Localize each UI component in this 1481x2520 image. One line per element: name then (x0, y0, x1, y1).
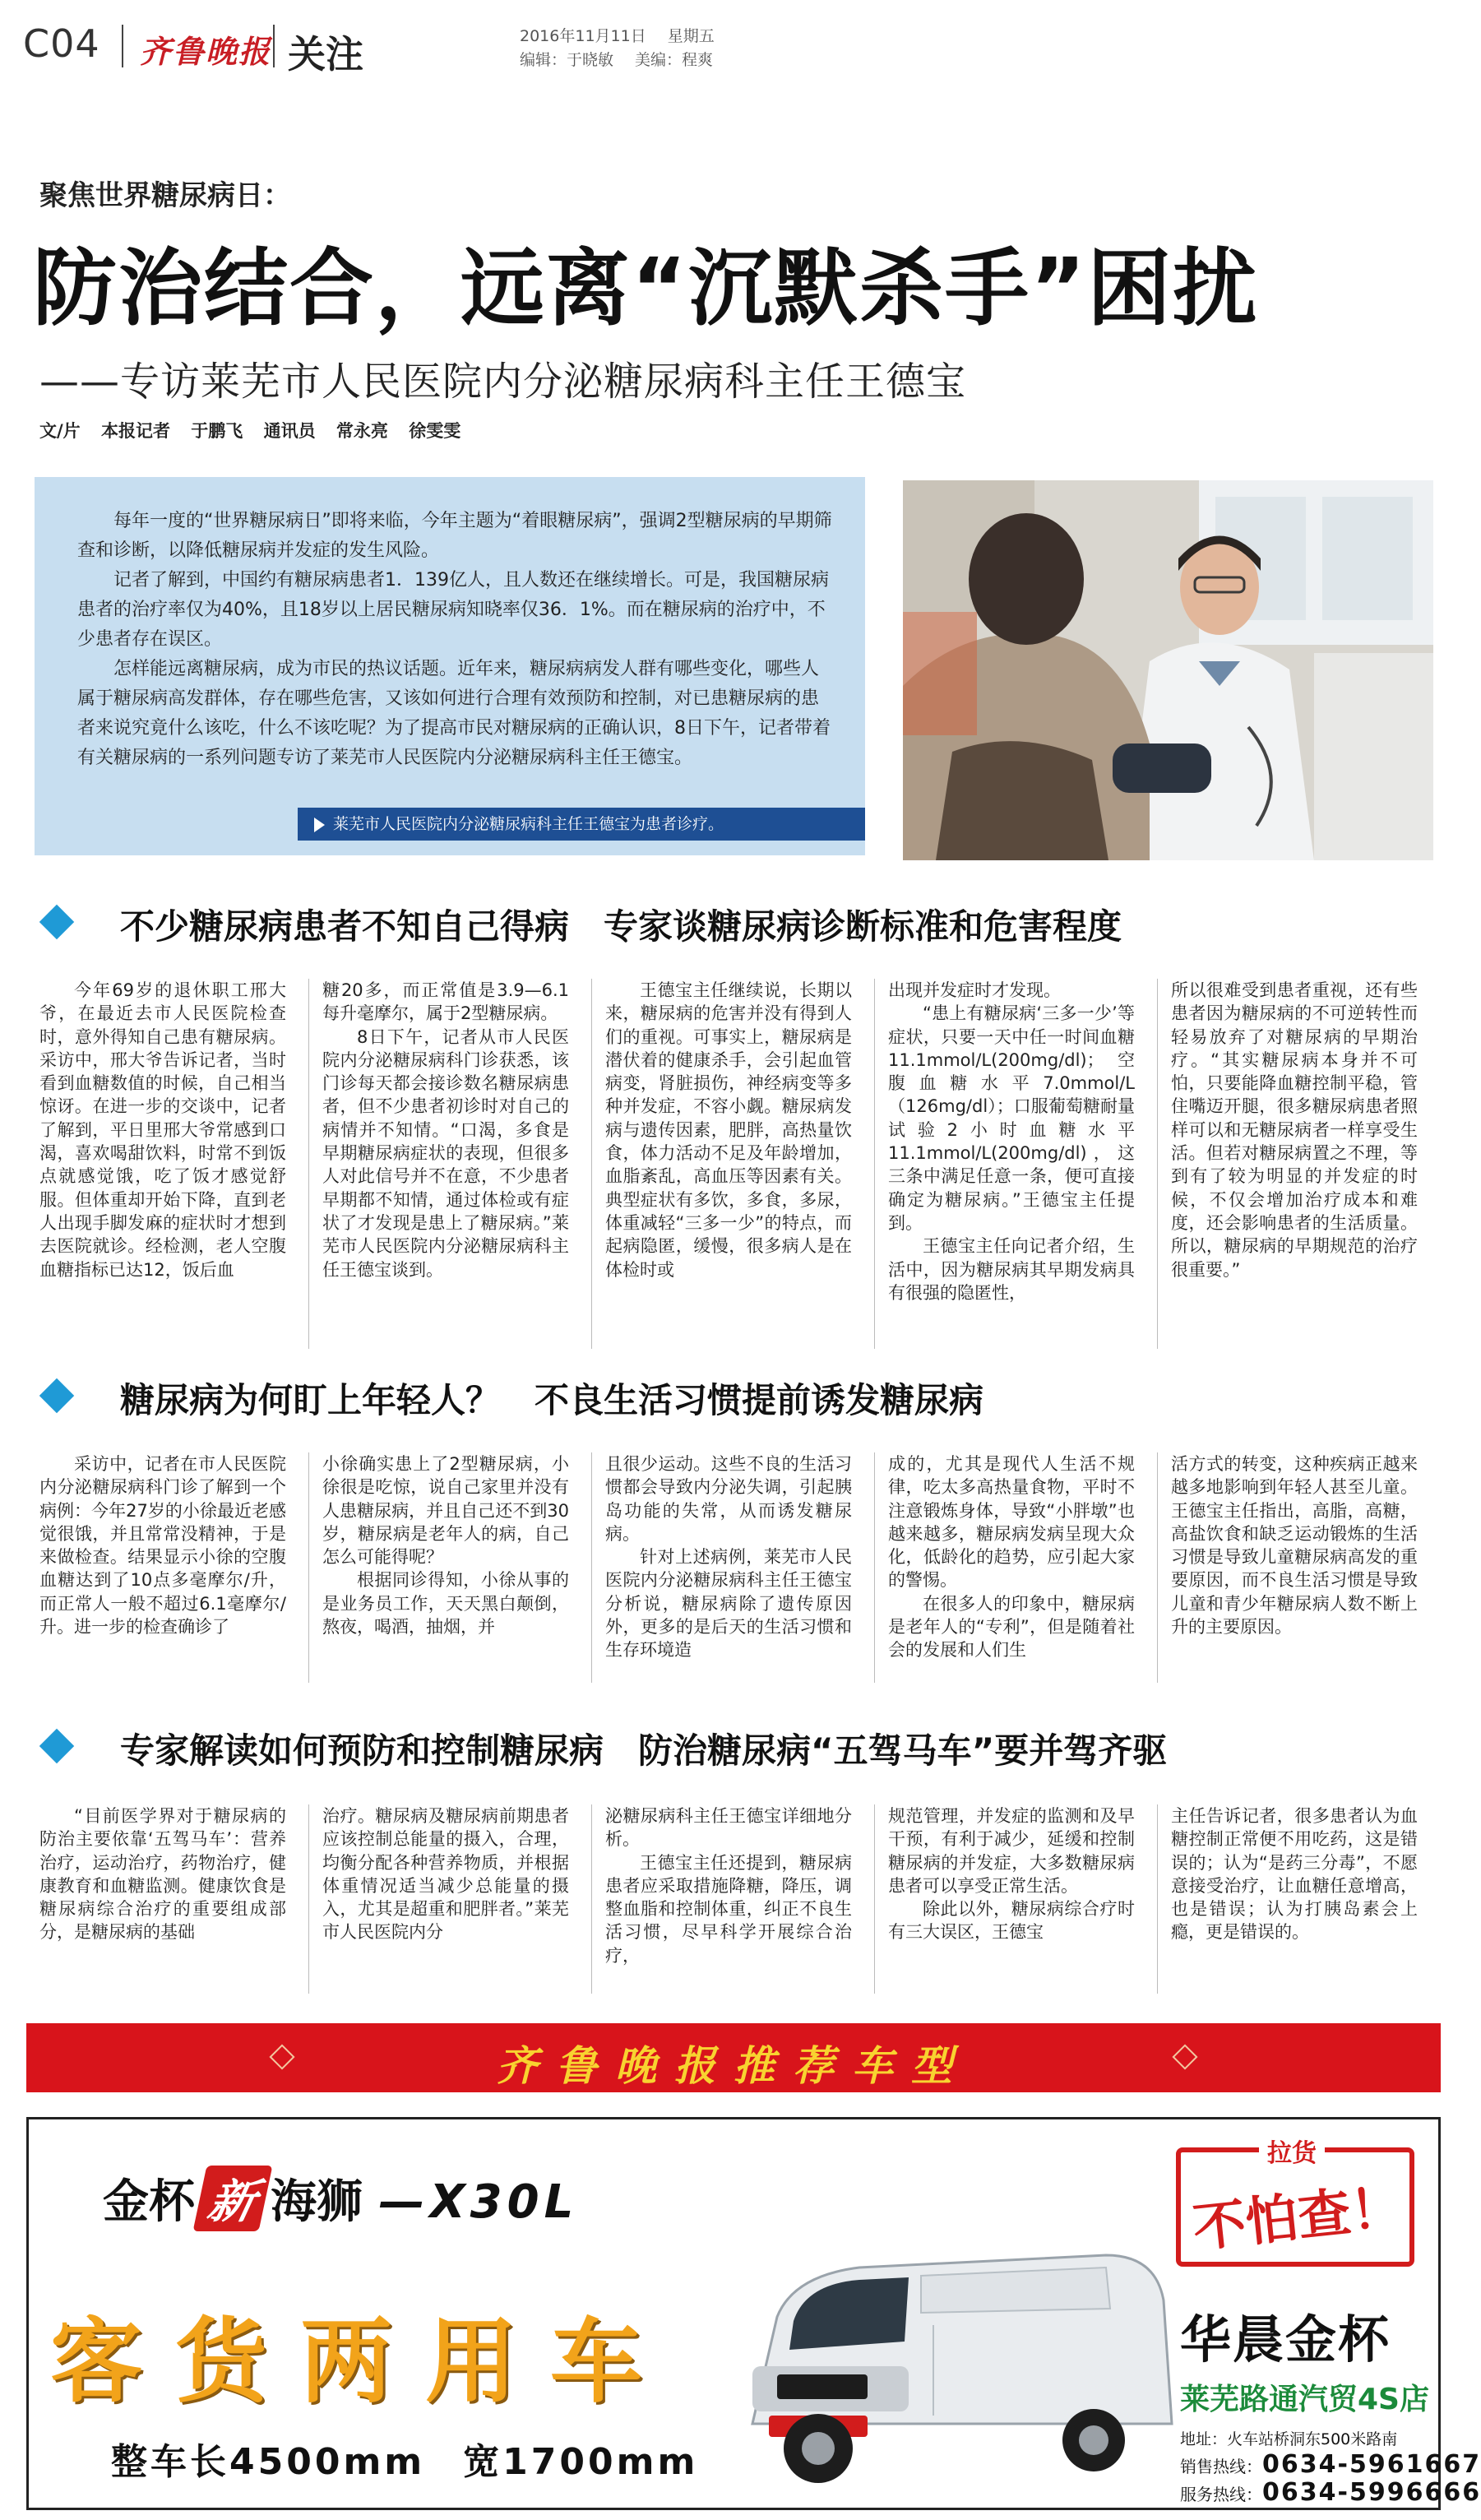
paragraph: 成的，尤其是现代人生活不规律，吃太多高热量食物，平时不注意锻炼身体，导致“小胖墩”也越来越多，糖尿病发病呈现大众化，低龄化的趋势，应引起大家的警惕。 (888, 1454, 1135, 1591)
divider (122, 25, 123, 67)
section-heading-2 (41, 1372, 1439, 1421)
paragraph: “患上有糖尿病‘三多一少’等症状，只要一天中任一时间血糖11.1mmol/L(200mg/dl)；空腹血糖水平7.0mmol/L（126mg/dl）；口服葡萄糖耐量试验2小时血糖水平11.1mmol/L(200mg/dl)，这三条中满足任意一条，便可直接确定为糖尿病。”王德宝主任提到。 (888, 1003, 1135, 1233)
headline: 防治结合，远离“沉默杀手”困扰 (33, 240, 1259, 338)
paragraph: 针对上述病例，莱芜市人民医院内分泌糖尿病科主任王德宝分析说，糖尿病除了遗传原因外，更多的是后天的生活习惯和生存环境造 (605, 1547, 852, 1661)
column-rule (591, 1452, 592, 1683)
section-3-column-4 (888, 1804, 1135, 1994)
ad-service-label: 服务热线： (1180, 2485, 1262, 2504)
page-number: C04 (23, 21, 100, 66)
designer-credit: 美编：程爽 (635, 51, 714, 69)
intro-paragraph: 怎样能远离糖尿病，成为市民的热议话题。近年来，糖尿病病发人群有哪些变化，哪些人属于糖尿病高发群体，存在哪些危害，又该如何进行合理有效预防和控制，对已患糖尿病的患者来说究竟什么该吃，什么不该吃呢？为了提高市民对糖尿病的正确认识，8日下午，记者带着有关糖尿病的一系列问题专访了莱芜市人民医院内分泌糖尿病科主任王德宝。 (77, 659, 831, 768)
ad-dealer: 华晨金杯 (1180, 2309, 1391, 2369)
issue-date: 2016年11月11日 (520, 27, 646, 45)
section-3-column-5 (1171, 1804, 1418, 1994)
paragraph: 8日下午，记者从市人民医院内分泌糖尿病科门诊获悉，该门诊每天都会接诊数名糖尿病患者，但不少患者初诊时对自己的病情并不知情。“口渴，多食是早期糖尿病症状的表现，但很多人对此信号并不在意，不少患者早期都不知情，通过体检或有症状了才发现是患上了糖尿病。”莱芜市人民医院内分泌糖尿病科主任王德宝谈到。 (322, 1026, 569, 1280)
issue-meta (520, 25, 736, 72)
section-3-column-3 (605, 1804, 852, 1994)
column-rule (1157, 1804, 1158, 1994)
section-heading-3 (41, 1722, 1439, 1772)
column-rule (874, 1452, 875, 1683)
paragraph: 且很少运动。这些不良的生活习惯都会导致内分泌失调，引起胰岛功能的失常，从而诱发糖尿病。 (605, 1454, 852, 1544)
section-1-column-4 (888, 979, 1135, 1349)
intro-text (77, 507, 832, 773)
paragraph: 主任告诉记者，很多患者认为血糖控制正常便不用吃药，这是错误的；认为“是药三分毒”，不愿意接受治疗，让血糖任意增高，也是错误；认为打胰岛素会上瘾，更是错误的。 (1171, 1806, 1418, 1943)
ad-brand-prefix: 金杯 (103, 2175, 195, 2229)
paragraph: 采访中，记者在市人民医院内分泌糖尿病科门诊了解到一个病例：今年27岁的小徐最近老感觉很饿，并且常常没精神，于是来做检查。结果显示小徐的空腹血糖达到了10点多毫摩尔/升，而正常人一般不超过6.1毫摩尔/升。进一步的检查确诊了 (39, 1454, 286, 1638)
section-2-column-2 (322, 1452, 569, 1683)
doctor-patient-photo (903, 480, 1433, 860)
column-rule (308, 1452, 309, 1683)
ad-service-number: 0634-5996666 (1262, 2478, 1481, 2507)
section-heading-1 (41, 898, 1439, 947)
paragraph: 根据同诊得知，小徐从事的是业务员工作，天天黑白颠倒，熬夜，喝酒，抽烟，并 (322, 1570, 569, 1638)
byline-item: 常永亮 (336, 421, 388, 441)
paragraph: 王德宝主任继续说，长期以来，糖尿病的危害并没有得到人们的重视。可事实上，糖尿病是潜伏着的健康杀手，会引起血管病变，肾脏损伤，神经病变等多种并发症，不容小觑。糖尿病发病与遗传因素，肥胖，高热量饮食，体力活动不足及年龄增加，血脂紊乱，高血压等因素有关。典型症状有多饮，多食，多尿，体重减轻“三多一少”的特点，而起病隐匿，缓慢，很多病人是在体检时或 (605, 980, 852, 1280)
section-title: 专家解读如何预防和控制糖尿病 防治糖尿病“五驾马车”要并驾齐驱 (120, 1730, 1168, 1771)
section-1-column-1 (39, 979, 286, 1349)
ad-stamp-main: 不怕查！ (1190, 2176, 1406, 2260)
recommend-banner (26, 2023, 1441, 2092)
column-rule (1157, 979, 1158, 1349)
recommend-banner-text: 齐鲁晚报推荐车型 (497, 2041, 970, 2090)
ad-brand (103, 2166, 578, 2231)
van-image (720, 2177, 1180, 2506)
intro-paragraph: 每年一度的“世界糖尿病日”即将来临，今年主题为“着眼糖尿病”，强调2型糖尿病的早期筛查和诊断，以降低糖尿病并发症的发生风险。 (77, 511, 832, 561)
paragraph: 在很多人的印象中，糖尿病是老年人的“专利”，但是随着社会的发展和人们生 (888, 1593, 1135, 1661)
ad-address: 地址：火车站桥洞东500米路南 (1180, 2430, 1398, 2448)
column-rule (308, 979, 309, 1349)
paragraph: 泌糖尿病科主任王德宝详细地分析。 (605, 1806, 852, 1850)
editor-credit: 编辑：于晓敏 (520, 51, 614, 69)
paragraph: 规范管理，并发症的监测和及早干预，有利于减少，延缓和控制糖尿病的并发症，大多数糖尿病患者可以享受正常生活。 (888, 1806, 1135, 1896)
byline-item: 通讯员 (263, 421, 316, 441)
section-2-column-4 (888, 1452, 1135, 1683)
photo-caption (298, 808, 865, 841)
section-1-column-3 (605, 979, 852, 1349)
byline-item: 徐雯雯 (409, 421, 461, 441)
byline (39, 418, 475, 442)
byline-item: 文/片 (39, 421, 81, 441)
intro-box (35, 477, 865, 855)
masthead (16, 18, 1451, 76)
column-rule (1157, 1452, 1158, 1683)
column-rule (874, 979, 875, 1349)
ad-spec-length: 整车长4500mm (111, 2441, 426, 2483)
ad-spec (111, 2432, 736, 2485)
section-3-column-2 (322, 1804, 569, 1994)
paragraph: 今年69岁的退休职工邢大爷，在最近去市人民医院检查时，意外得知自己患有糖尿病。采访中，邢大爷告诉记者，当时看到血糖数值的时候，自己相当惊讶。在进一步的交谈中，记者了解到，平日里邢大爷常感到口渴，喜欢喝甜饮料，时常不到饭点就感觉饿，吃了饭才感觉舒服。但体重却开始下降，直到老人出现手脚发麻的症状时才想到去医院就诊。经检测，老人空腹血糖指标已达12，饭后血 (39, 980, 286, 1280)
paragraph: 王德宝主任还提到，糖尿病患者应采取措施降糖，降压，调整血脂和控制体重，纠正不良生活习惯，尽早科学开展综合治疗， (605, 1852, 852, 1966)
paragraph: 活方式的转变，这种疾病正越来越多地影响到年轻人甚至儿童。王德宝主任指出，高脂，高糖，高盐饮食和缺乏运动锻炼的生活习惯是导致儿童糖尿病高发的重要原因，而不良生活习惯是导致儿童和青少年糖尿病人数不断上升的主要原因。 (1171, 1454, 1418, 1638)
article-photo (903, 480, 1433, 860)
ad-brand-suffix: 海狮 (271, 2175, 363, 2229)
column-rule (591, 1804, 592, 1994)
ad-stamp-top: 拉货 (1259, 2133, 1325, 2169)
ad-brand-new: 新 (192, 2166, 272, 2231)
intro-paragraph: 记者了解到，中国约有糖尿病患者1．139亿人，且人数还在继续增长。可是，我国糖尿病患者的治疗率仅为40%，且18岁以上居民糖尿病知晓率仅36．1%。而在糖尿病的治疗中，不少患者存在误区。 (77, 570, 829, 650)
section-title: 不少糖尿病患者不知自己得病 专家谈糖尿病诊断标准和危害程度 (120, 906, 1122, 947)
ad-sales-number: 0634-5961667 (1262, 2450, 1481, 2479)
section-3-column-1 (39, 1804, 286, 1994)
column-rule (874, 1804, 875, 1994)
byline-item: 本报记者 (100, 421, 170, 441)
paragraph: 糖20多，而正常值是3.9—6.1每升毫摩尔，属于2型糖尿病。 (322, 980, 569, 1024)
paragraph: 出现并发症时才发现。 (888, 980, 1061, 1000)
section-title: 糖尿病为何盯上年轻人？ 不良生活习惯提前诱发糖尿病 (120, 1380, 984, 1420)
paragraph: 王德宝主任向记者介绍，生活中，因为糖尿病其早期发病具有很强的隐匿性， (888, 1236, 1135, 1303)
section-2-column-1 (39, 1452, 286, 1683)
paragraph: 所以很难受到患者重视，还有些患者因为糖尿病的不可逆转性而轻易放弃了对糖尿病的早期治疗。“其实糖尿病本身并不可怕，只要能降血糖控制平稳，管住嘴迈开腿，很多糖尿病患者照样可以和无糖尿病者一样享受生活。但若对糖尿病置之不理，等到有了较为明显的并发症的时候，不仅会增加治疗成本和难度，还会影响患者的生活质量。所以，糖尿病的早期规范的治疗很重要。” (1171, 980, 1418, 1280)
play-arrow-icon (314, 818, 325, 832)
kicker: 聚焦世界糖尿病日： (39, 179, 291, 212)
ad-model: —X30L (378, 2175, 579, 2229)
diamond-bullet-icon (39, 1378, 74, 1413)
diamond-bullet-icon (39, 1729, 74, 1763)
section-2-column-5 (1171, 1452, 1418, 1683)
paragraph: 小徐确实患上了2型糖尿病，小徐很是吃惊，说自己家里并没有人患糖尿病，并且自己还不到30岁，糖尿病是老年人的病，自己怎么可能得呢？ (322, 1454, 569, 1568)
column-rule (591, 979, 592, 1349)
paragraph: 除此以外，糖尿病综合疗时有三大误区，王德宝 (888, 1899, 1135, 1943)
ad-service-phone (1180, 2478, 1481, 2507)
section-name: 关注 (288, 32, 363, 76)
column-rule (308, 1804, 309, 1994)
section-2-column-3 (605, 1452, 852, 1683)
byline-item: 于鹏飞 (191, 421, 243, 441)
paragraph: “目前医学界对于糖尿病的防治主要依靠‘五驾马车’：营养治疗，运动治疗，药物治疗，健康教育和血糖监测。健康饮食是糖尿病综合治疗的重要组成部分，是糖尿病的基础 (39, 1806, 286, 1943)
ad-spec-width: 宽1700mm (463, 2441, 699, 2483)
divider (273, 25, 275, 67)
ad-sales-label: 销售热线： (1180, 2457, 1262, 2476)
ad-stamp (1176, 2139, 1414, 2267)
paper-logo: 齐鲁晚报 (140, 33, 272, 70)
photo-caption-text: 莱芜市人民医院内分泌糖尿病科主任王德宝为患者诊疗。 (333, 815, 724, 833)
section-1-column-5 (1171, 979, 1418, 1349)
ad-sales-phone (1180, 2450, 1481, 2479)
car-advertisement (26, 2117, 1481, 2510)
paragraph: 治疗。糖尿病及糖尿病前期患者应该控制总能量的摄入，合理，均衡分配各种营养物质，并根据体重情况适当减少总能量的摄入，尤其是超重和肥胖者。”莱芜市人民医院内分 (322, 1806, 569, 1943)
subheadline: ——专访莱芜市人民医院内分泌糖尿病科主任王德宝 (39, 359, 967, 405)
issue-weekday: 星期五 (667, 27, 715, 45)
ad-slogan: 客货两用车 (50, 2309, 675, 2416)
ad-store: 莱芜路通汽贸4S店 (1180, 2383, 1429, 2416)
diamond-bullet-icon (39, 905, 74, 939)
section-1-column-2 (322, 979, 569, 1349)
